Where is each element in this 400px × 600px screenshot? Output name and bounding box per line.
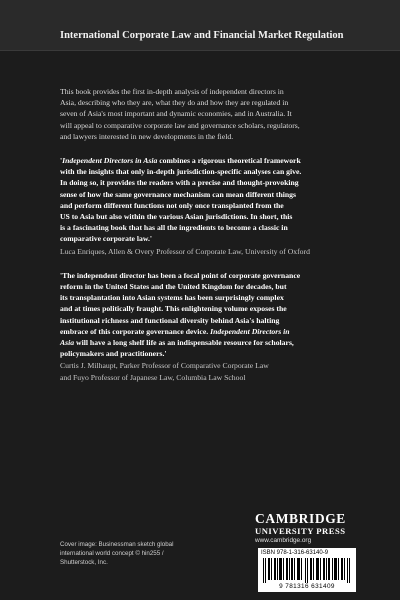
series-title: International Corporate Law and Financial Market Regulation	[60, 30, 344, 41]
isbn-label: ISBN 978-1-316-63140-9	[261, 550, 329, 556]
endorsement-attribution-milhaupt: Curtis J. Milhaupt, Parker Professor of Comparative Corporate Law and Fuyo Professor of Japanese Law, Columbia Law School	[60, 361, 269, 382]
book-title-italic: Asia	[60, 338, 75, 348]
publisher-subtitle: UNIVERSITY PRESS	[255, 526, 346, 536]
book-description: This book provides the first in-depth analysis of independent directors in Asia, describing who they are, what they do and how they are regulated in seven of Asia's most important and dynamic economies, and in Australia. It will appeal to comparative corporate law and governance scholars, regulators, and lawyers interested in new developments in the field.	[60, 87, 300, 141]
isbn-barcode-panel	[258, 548, 356, 592]
book-title-italic: Independent Directors in	[210, 326, 290, 336]
book-title-italic: Independent Directors in Asia	[62, 156, 158, 166]
barcode-icon	[261, 558, 353, 583]
publisher-logo	[255, 512, 365, 544]
barcode-digits: 9 781316 631409	[279, 583, 335, 590]
publisher-url: www.cambridge.org	[255, 537, 312, 544]
endorsement-quote-milhaupt: 'The independent director has been a focal point of corporate governance reform in the United States and the United Kingdom for decades, but its transplantation into Asian systems has been surprisingly complex and at times politically fraught. This enlightening volume exposes the institutional richness and functional diversity behind Asia's halting embrace of this corporate governance device. Independent Directors in Asia will have a long shelf life as an indispensable resource for scholars, policymakers and practitioners.'	[60, 270, 301, 359]
publisher-name: CAMBRIDGE	[255, 511, 346, 526]
cover-image-credit: Cover image: Businessman sketch global international world concept © hin255 / Shutterstock, Inc.	[60, 541, 174, 566]
back-cover-text	[60, 86, 342, 383]
series-bar	[0, 0, 400, 51]
endorsement-quote-enriques: 'Independent Directors in Asia combines a rigorous theoretical framework with the insights that only in-depth jurisdiction-specific analyses can give. In doing so, it provides the readers with a precise and thought-provoking sense of how the same governance mechanism can mean different things and perform different functions not only once transplanted from the US to Asia but also within the various Asian jurisdictions. In short, this is a fascinating book that has all the ingredients to become a classic in comparative corporate law.'	[60, 156, 302, 244]
endorsement-attribution-enriques: Luca Enriques, Allen & Overy Professor of Corporate Law, University of Oxford	[60, 246, 310, 256]
